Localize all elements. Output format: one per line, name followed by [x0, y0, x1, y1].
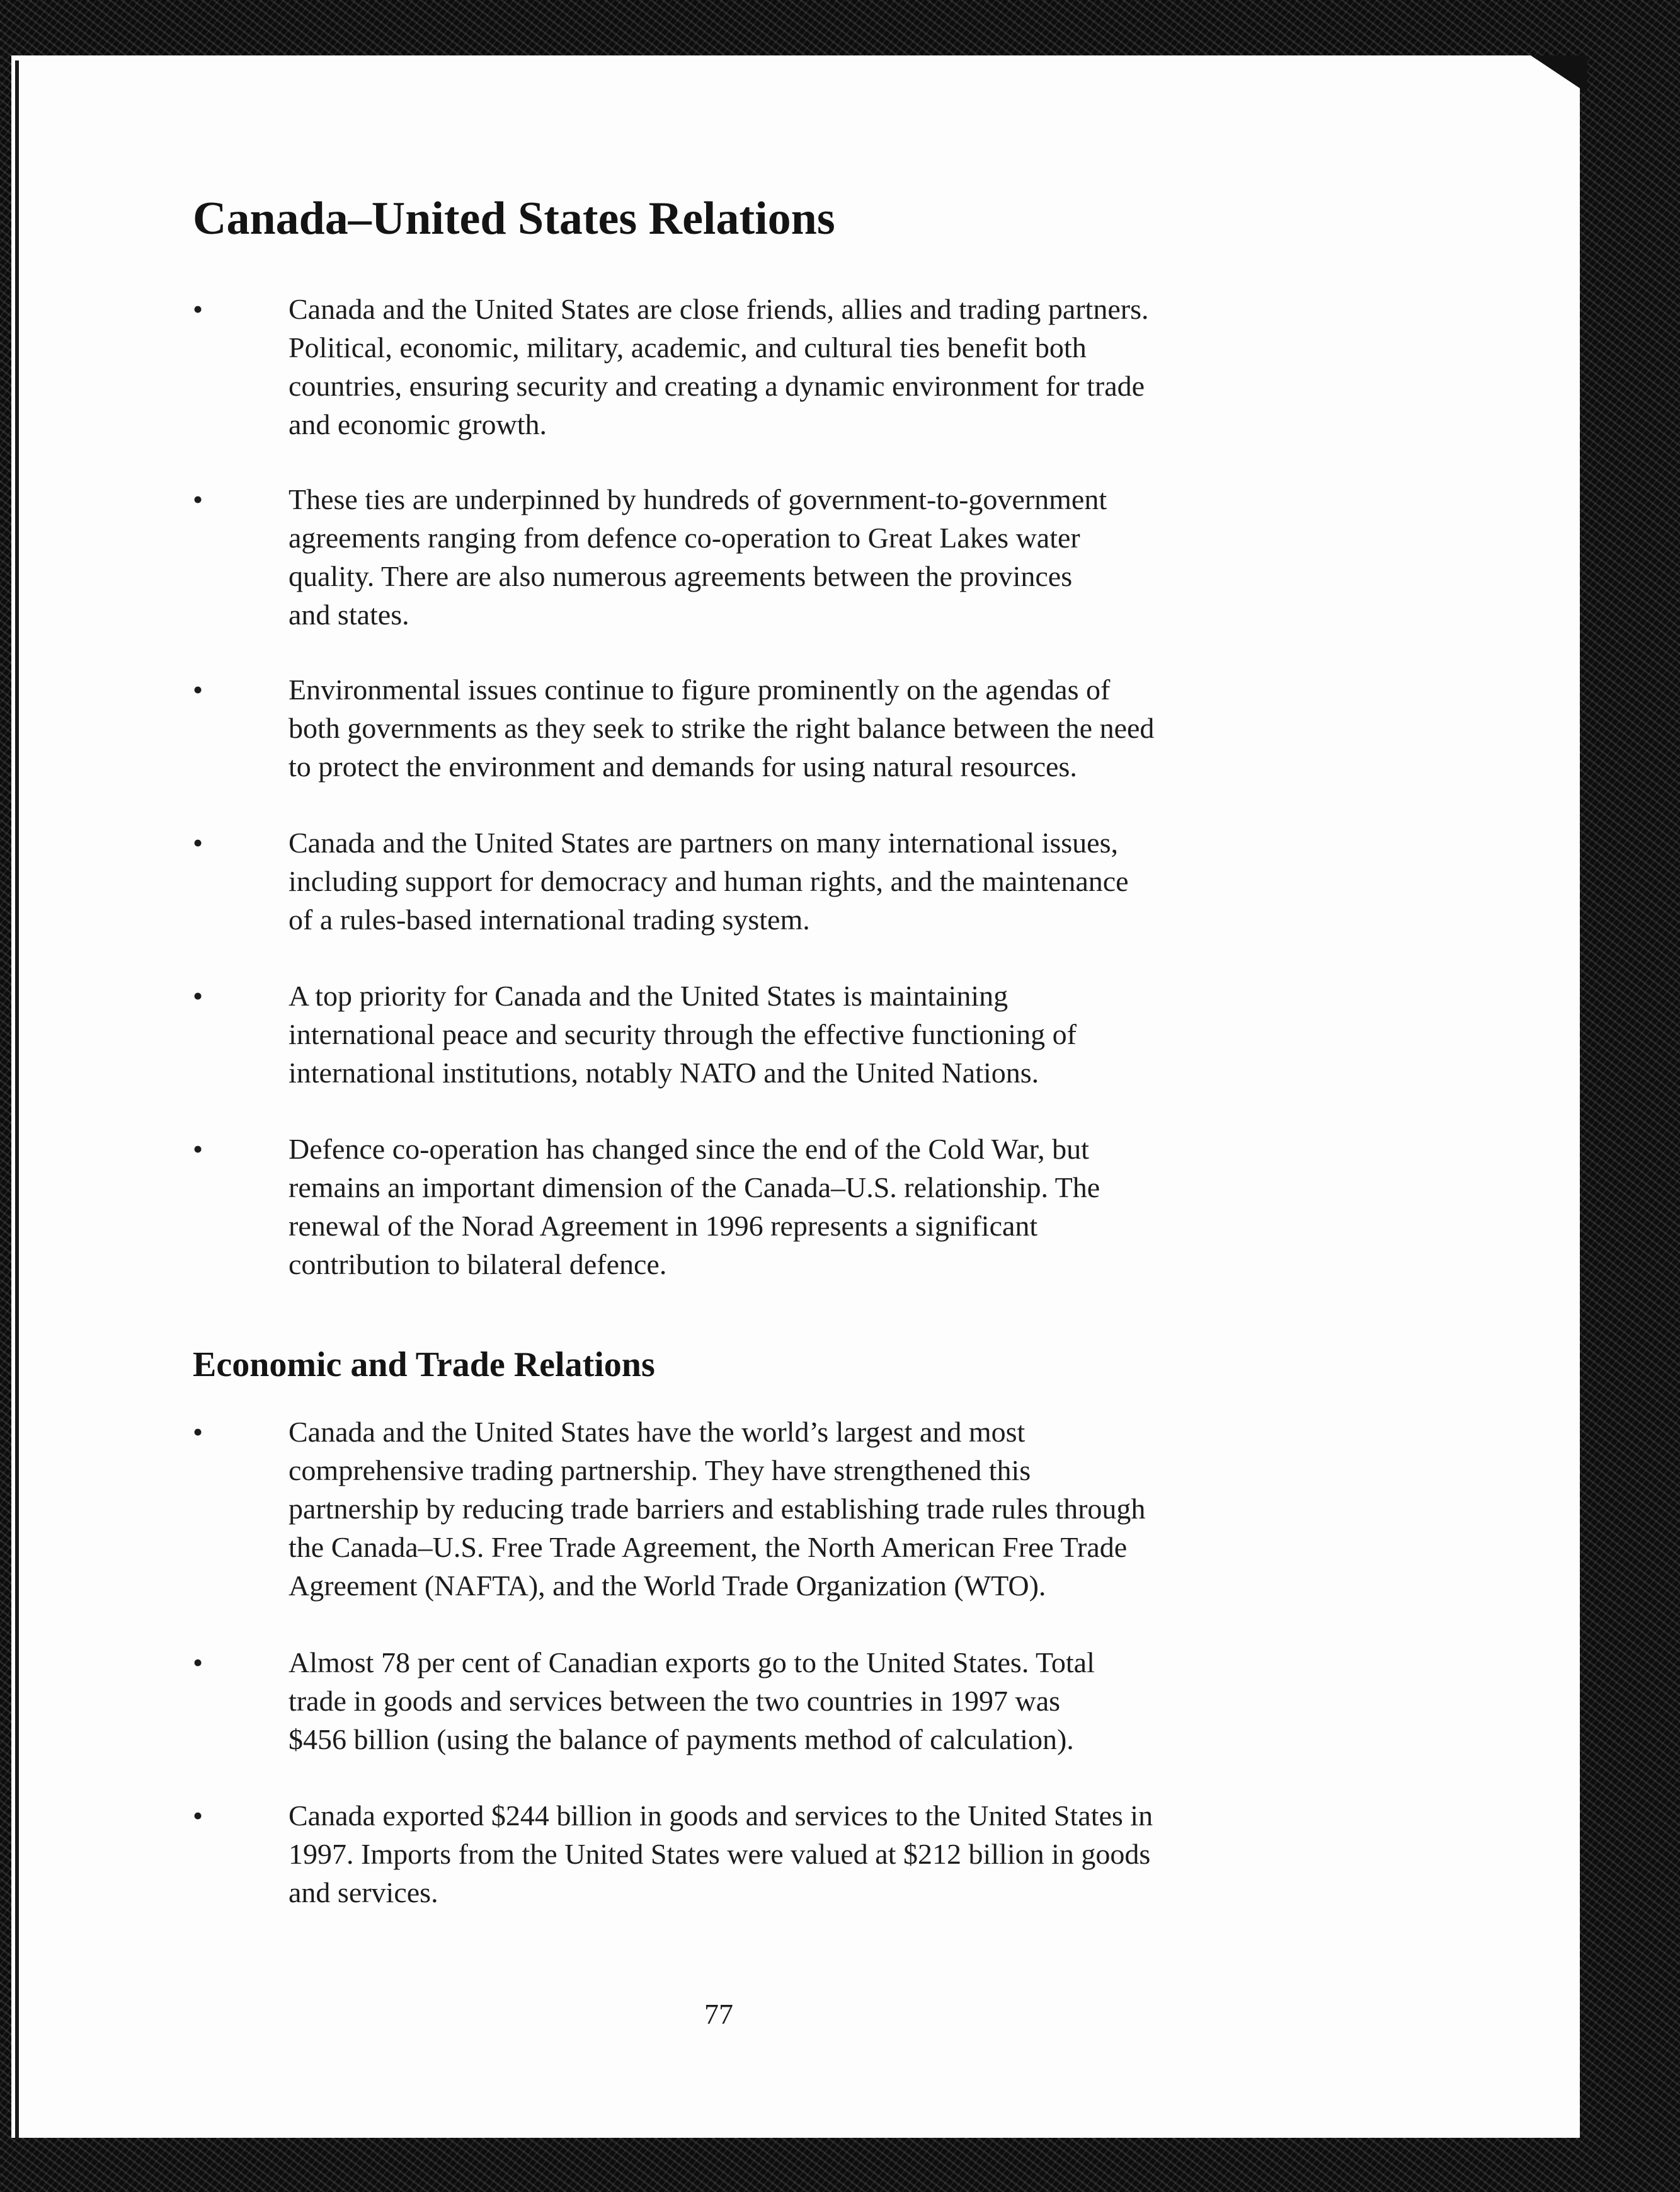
- bullet-marker: •: [193, 1416, 203, 1448]
- section-heading: Economic and Trade Relations: [193, 1345, 655, 1384]
- bullet-marker: •: [193, 980, 203, 1012]
- bullet-marker: •: [193, 483, 203, 515]
- bullet-text: Environmental issues continue to figure prominently on the agendas of both governments as they seek to strike the right balance between the need to protect the environment and demands for using natural resources.: [289, 674, 1155, 783]
- bullet-text: Canada and the United States are partners on many international issues, including support for democracy and human rights, and the maintenance of a rules-based international trading system.: [289, 827, 1129, 936]
- bullet-marker: •: [193, 1799, 203, 1832]
- bullet-text: Canada and the United States have the world’s largest and most comprehensive trading partnership. They have strengthened this partnership by reducing trade barriers and establishing trade rules through the Canada–U.S. Free Trade Agreement, the North American Free Trade Agreement (NAFTA), and the World Trade Organization (WTO).: [289, 1416, 1146, 1602]
- bullet-marker: •: [193, 1133, 203, 1165]
- bullet-text: A top priority for Canada and the United States is maintaining international peace and security through the effective functioning of international institutions, notably NATO and the United Nations.: [289, 980, 1077, 1089]
- bullet-marker: •: [193, 674, 203, 706]
- bullet-text: Canada exported $244 billion in goods and services to the United States in 1997. Imports from the United States were valued at $212 billion in goods and services.: [289, 1799, 1153, 1908]
- bullet-text: Canada and the United States are close friends, allies and trading partners. Political, economic, military, academic, and cultural ties benefit both countries, ensuring security and creating a dynamic environment for trade and economic growth.: [289, 293, 1149, 440]
- page-edge-rule: [15, 60, 19, 2140]
- bullet-marker: •: [193, 293, 203, 325]
- bullet-text: These ties are underpinned by hundreds of government-to-government agreements ranging from defence co-operation to Great Lakes water quality. There are also numerous agreements between the provinces and states.: [289, 483, 1107, 631]
- bullet-text: Defence co-operation has changed since the end of the Cold War, but remains an important dimension of the Canada–U.S. relationship. The renewal of the Norad Agreement in 1996 represents a significant contribution to bilateral defence.: [289, 1133, 1100, 1280]
- bullet-marker: •: [193, 1646, 203, 1678]
- page-number: 77: [704, 1998, 733, 2030]
- bullet-marker: •: [193, 827, 203, 859]
- bullet-text: Almost 78 per cent of Canadian exports go to the United States. Total trade in goods and services between the two countries in 1997 was $456 billion (using the balance of payments method of calculation).: [289, 1646, 1095, 1755]
- page-title: Canada–United States Relations: [193, 193, 835, 244]
